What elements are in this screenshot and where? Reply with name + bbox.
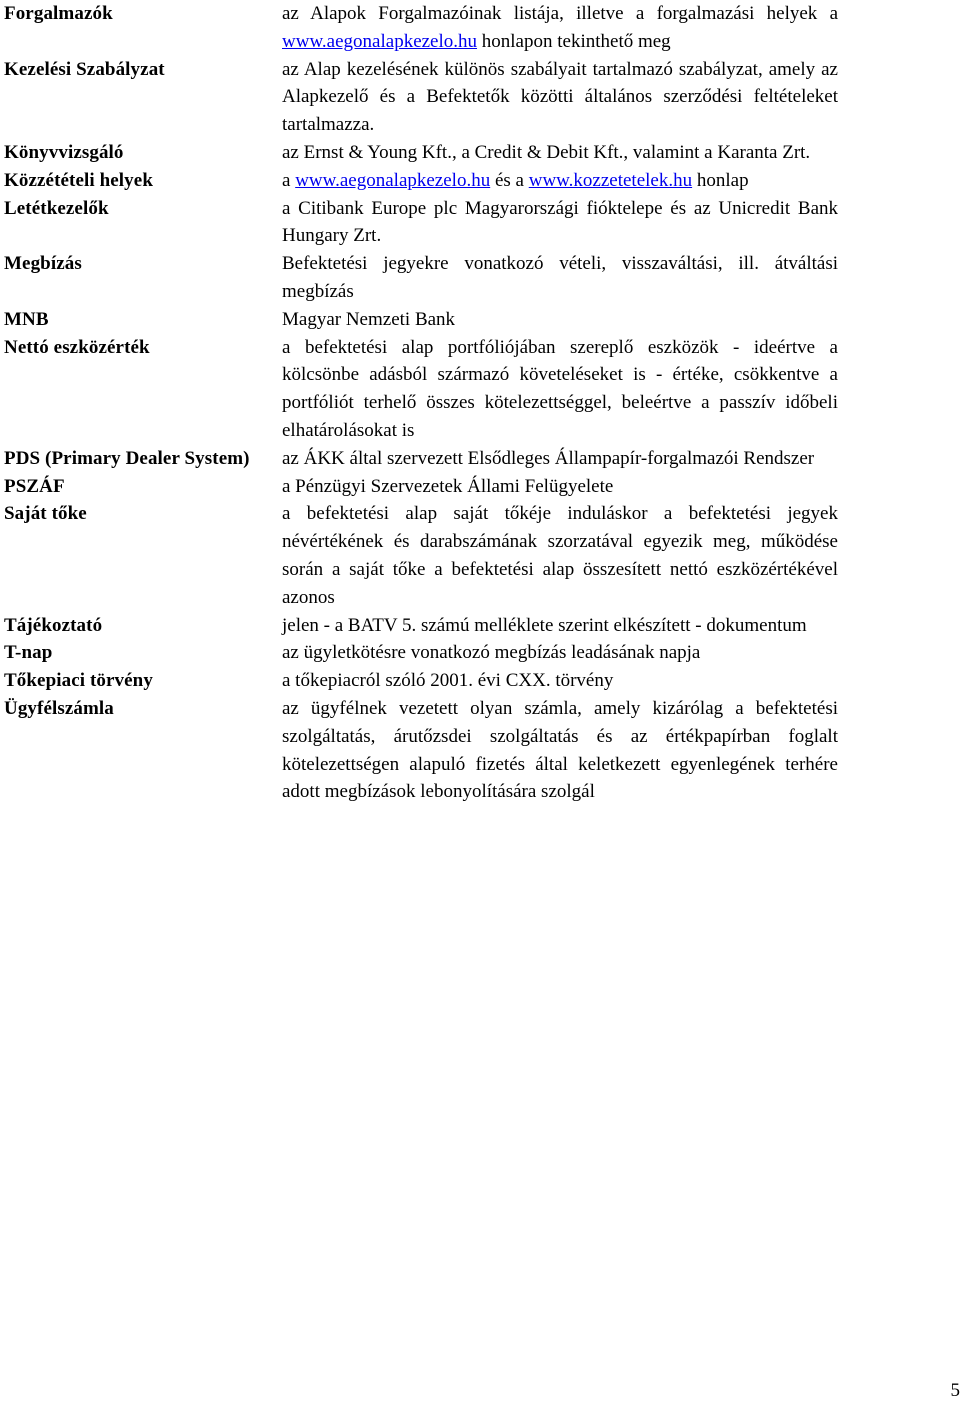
glossary-row-letetkezelok: [0, 195, 960, 251]
definition-text: honlap: [692, 169, 749, 191]
glossary-row-forgalmazok: [0, 0, 960, 56]
glossary-definition: [282, 0, 838, 56]
definition-text: honlapon tekinthető meg: [477, 30, 671, 52]
glossary-term: Megbízás: [4, 253, 82, 275]
glossary-definition: jelen - a BATV 5. számú melléklete szerint elkészített - dokumentum: [282, 614, 807, 636]
aegonalapkezelo-link[interactable]: www.aegonalapkezelo.hu: [282, 30, 478, 52]
glossary-definition: a befektetési alap saját tőkéje induláskor a befektetési jegyek névértékének és darabszámának szorzatával egyezik meg, működése során a saját tőke a befektetési alap összesített nettó eszközértékével azonos: [282, 503, 838, 608]
glossary-definition: a befektetési alap portfóliójában szereplő eszközök - ideértve a kölcsönbe adásból származó követeléseket is - értéke, csökkentve a portfóliót terhelő összes kötelezettséggel, beleértve a passzív időbeli elhatárolásokat is: [282, 336, 838, 441]
glossary-row-pds: [0, 445, 960, 473]
glossary-term: PDS (Primary Dealer System): [4, 447, 250, 469]
glossary-row-tokepiaci-torveny: [0, 667, 960, 695]
definition-text: a: [282, 169, 296, 191]
glossary-term: Ügyfélszámla: [4, 697, 114, 719]
glossary-term: Tájékoztató: [4, 614, 103, 636]
glossary-row-ugyfelszamla: [0, 695, 960, 806]
glossary-definition: Befektetési jegyekre vonatkozó vételi, visszaváltási, ill. átváltási megbízás: [282, 253, 838, 302]
glossary-definition: az ügyfélnek vezetett olyan számla, amely kizárólag a befektetési szolgáltatás, árutőzsdei szolgáltatás és az értékpapírban foglalt kötelezettségen alapuló fizetés által keletkezett egyenlegének terhére adott megbízások lebonyolítására szolgál: [282, 697, 838, 803]
glossary-row-megbizas: [0, 250, 960, 306]
glossary-term: Közzétételi helyek: [4, 169, 153, 191]
glossary-row-kezelesi-szabalyzat: [0, 56, 960, 139]
glossary-term: Saját tőke: [4, 503, 87, 525]
glossary-row-konyvvizsgalo: [0, 139, 960, 167]
definition-text: és a: [490, 169, 529, 191]
glossary-term: T-nap: [4, 642, 53, 664]
glossary-definition: Magyar Nemzeti Bank: [282, 308, 456, 330]
page-number: 5: [950, 1380, 960, 1401]
glossary-term: Könyvvizsgáló: [4, 141, 124, 163]
glossary-row-netto-eszkozertek: [0, 334, 960, 445]
kozzetetelek-link[interactable]: www.kozzetetelek.hu: [528, 169, 693, 191]
glossary-definition: az ÁKK által szervezett Elsődleges Állampapír-forgalmazói Rendszer: [282, 447, 815, 469]
glossary-row-mnb: [0, 306, 960, 334]
glossary-row-t-nap: [0, 639, 960, 667]
glossary-definition: az Ernst & Young Kft., a Credit & Debit Kft., valamint a Karanta Zrt.: [282, 141, 811, 163]
glossary-definition: az ügyletkötésre vonatkozó megbízás leadásának napja: [282, 642, 701, 664]
definition-text: az Alapok Forgalmazóinak listája, illetve a forgalmazási helyek a: [282, 3, 838, 24]
glossary-term: Nettó eszközérték: [4, 336, 150, 358]
glossary-row-kozzeteteli-helyek: [0, 167, 960, 195]
glossary-row-sajat-toke: [0, 500, 960, 611]
glossary-definition: [282, 167, 838, 195]
glossary-definition: a Citibank Europe plc Magyarországi fióktelepe és az Unicredit Bank Hungary Zrt.: [282, 197, 838, 247]
glossary-term: PSZÁF: [4, 475, 65, 497]
aegonalapkezelo-link[interactable]: www.aegonalapkezelo.hu: [295, 169, 491, 191]
glossary-definition: az Alap kezelésének különös szabályait tartalmazó szabályzat, amely az Alapkezelő és a Befektetők közötti általános szerződési feltételeket tartalmazza.: [282, 58, 838, 136]
glossary-term: MNB: [4, 308, 49, 330]
glossary-term: Tőkepiaci törvény: [4, 670, 153, 692]
glossary-row-tajekoztato: [0, 612, 960, 640]
glossary-term: Letétkezelők: [4, 197, 109, 219]
glossary-definition: a Pénzügyi Szervezetek Állami Felügyelete: [282, 475, 614, 497]
glossary-term: Forgalmazók: [4, 3, 113, 24]
glossary-definition: a tőkepiacról szóló 2001. évi CXX. törvény: [282, 670, 614, 692]
glossary-term: Kezelési Szabályzat: [4, 58, 165, 80]
glossary-row-pszaf: [0, 473, 960, 501]
